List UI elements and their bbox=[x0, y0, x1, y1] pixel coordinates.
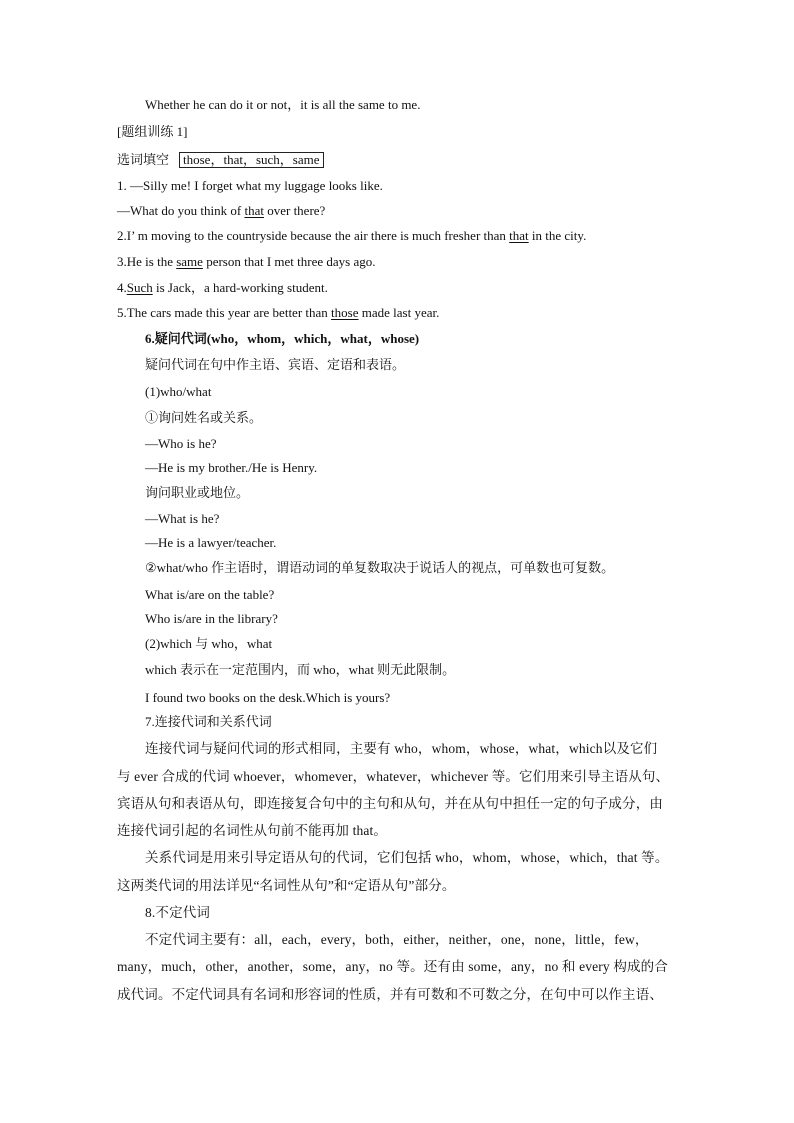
text-span: 3.He is the bbox=[117, 254, 177, 269]
paragraph-line: many，much，other，another，some，any，no 等。还有由 some，any，no 和 every 构成的合 bbox=[117, 959, 668, 974]
text-span: 5.The cars made this year are better than bbox=[117, 305, 332, 320]
section-heading-8: 8.不定代词 bbox=[145, 905, 211, 920]
text-span: —What do you think of bbox=[117, 203, 245, 218]
paragraph-line: 连接代词与疑问代词的形式相同，主要有 who，whom，whose，what，which以及它们 bbox=[145, 741, 658, 756]
text-line: What is/are on the table? bbox=[145, 587, 275, 602]
text-span: 2.I’ m moving to the countryside because the air there is much fresher than bbox=[117, 228, 510, 243]
paragraph-line: 成代词。不定代词具有名词和形容词的性质，并有可数和不可数之分，在句中可以作主语、 bbox=[117, 987, 663, 1002]
answer-underlined: those bbox=[331, 305, 359, 320]
word-bank-box: those，that，such，same bbox=[179, 152, 323, 168]
exercise-item-2 bbox=[117, 228, 586, 244]
answer-underlined: Such bbox=[126, 280, 153, 295]
section-heading-7: 7.连接代词和关系代词 bbox=[145, 714, 272, 729]
text-line: (2)which 与 who，what bbox=[145, 636, 273, 651]
text-line: —Who is he? bbox=[145, 436, 217, 451]
text-line: Whether he can do it or not，it is all the same to me. bbox=[145, 97, 421, 112]
text-span: person that I met three days ago. bbox=[202, 254, 376, 269]
text-line: —He is a lawyer/teacher. bbox=[145, 535, 277, 550]
exercise-item-4 bbox=[117, 280, 328, 296]
exercise-item-1: 1. —Silly me! I forget what my luggage looks like. bbox=[117, 178, 383, 193]
text-span: made last year. bbox=[358, 305, 440, 320]
instruction-label: 选词填空 bbox=[117, 152, 170, 167]
text-line: ①询问姓名或关系。 bbox=[145, 410, 263, 425]
exercise-item-5 bbox=[117, 305, 439, 321]
text-line: I found two books on the desk.Which is yours? bbox=[145, 690, 391, 705]
fill-in-instruction bbox=[117, 152, 324, 168]
text-span: 4. bbox=[117, 280, 127, 295]
paragraph-line: 这两类代词的用法详见“名词性从句”和“定语从句”部分。 bbox=[117, 878, 456, 893]
text-line: —What is he? bbox=[145, 511, 220, 526]
text-line: Who is/are in the library? bbox=[145, 611, 278, 626]
text-line: which 表示在一定范围内，而 who，what 则无此限制。 bbox=[145, 662, 456, 677]
answer-underlined: that bbox=[509, 228, 529, 243]
text-span: is Jack，a hard-working student. bbox=[152, 280, 328, 295]
text-line: ②what/who 作主语时，谓语动词的单复数取决于说话人的视点，可单数也可复数。 bbox=[145, 560, 615, 575]
answer-underlined: same bbox=[176, 254, 203, 269]
section-heading-6: 6.疑问代词(who，whom，which，what，whose) bbox=[145, 331, 420, 346]
paragraph-line: 不定代词主要有：all，each，every，both，either，neither，one，none，little，few， bbox=[145, 932, 649, 947]
paragraph-line: 关系代词是用来引导定语从句的代词，它们包括 who，whom，whose，which，that 等。 bbox=[145, 850, 669, 865]
paragraph-line: 与 ever 合成的代词 whoever，whomever，whatever，whichever 等。它们用来引导主语从句、 bbox=[117, 769, 670, 784]
text-span: in the city. bbox=[528, 228, 587, 243]
answer-underlined: that bbox=[244, 203, 264, 218]
exercise-group-heading: [题组训练 1] bbox=[117, 124, 188, 139]
text-line: (1)who/what bbox=[145, 384, 212, 399]
text-span: over there? bbox=[263, 203, 326, 218]
text-line: 疑问代词在句中作主语、宾语、定语和表语。 bbox=[145, 357, 406, 372]
paragraph-line: 连接代词引起的名词性从句前不能再加 that。 bbox=[117, 823, 388, 838]
text-line: —He is my brother./He is Henry. bbox=[145, 460, 318, 475]
exercise-item-3 bbox=[117, 254, 376, 270]
text-line: 询问职业或地位。 bbox=[145, 485, 250, 500]
paragraph-line: 宾语从句和表语从句，即连接复合句中的主句和从句，并在从句中担任一定的句子成分，由 bbox=[117, 796, 663, 811]
exercise-item-1-reply bbox=[117, 203, 325, 219]
